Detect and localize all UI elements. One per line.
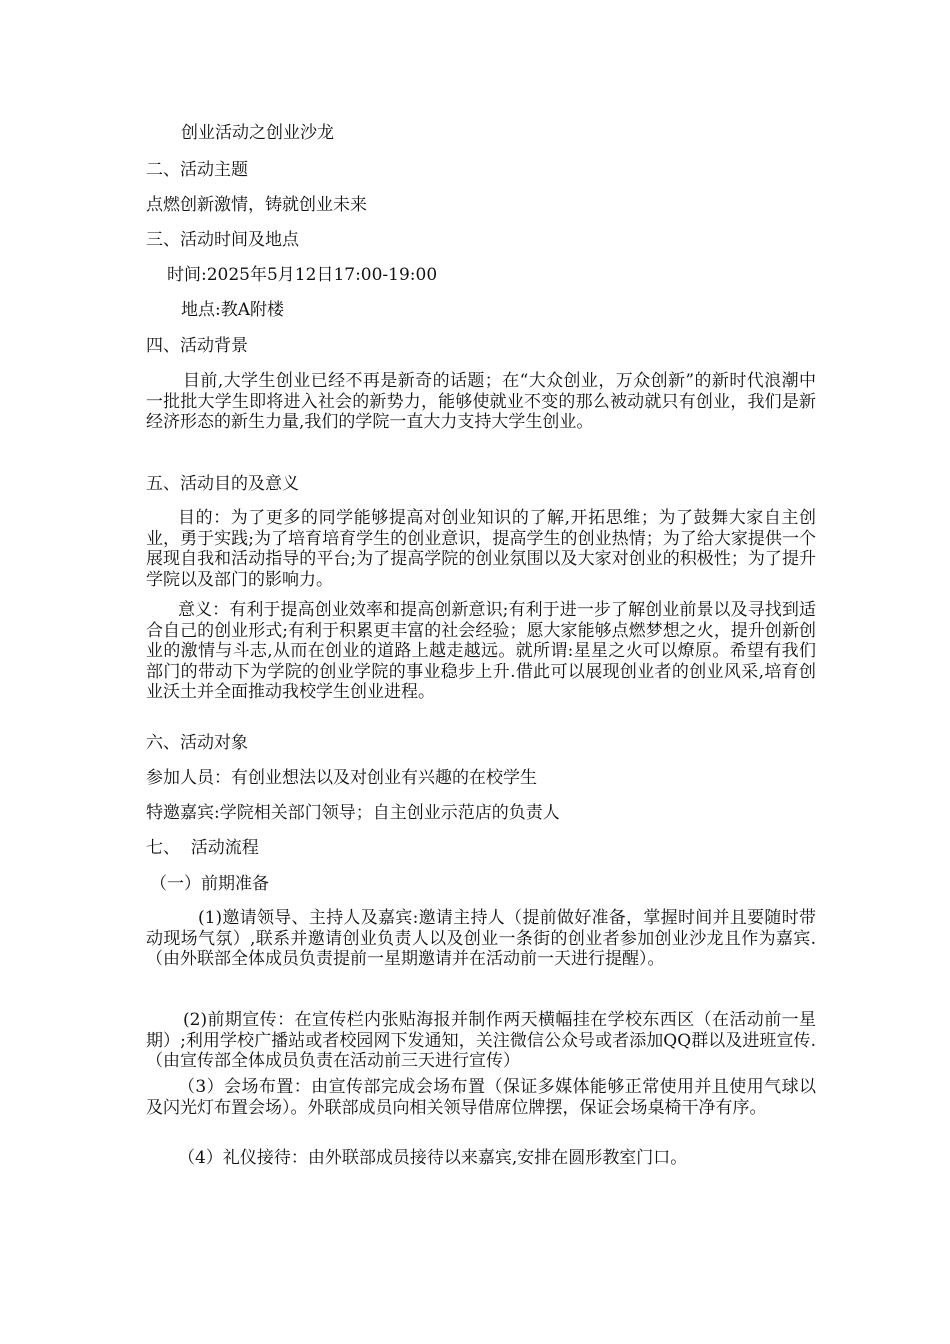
background-paragraph: 目前,大学生创业已经不再是新奇的话题；在“大众创业，万众创新”的新时代浪潮中一批批大学生即将进入社会的新势力，能够使就业不变的那么被动就只有创业，我们是新经济形态的新生力量,我们的学院一直大力支持大学生创业。 [146, 371, 816, 432]
list-item-reception: （4）礼仪接待：由外联部成员接待以来嘉宾,安排在圆形教室门口。 [178, 1148, 688, 1168]
section-heading-background: 四、活动背景 [146, 336, 248, 356]
theme-text: 点燃创新激情，铸就创业未来 [146, 195, 367, 215]
guests-text: 特邀嘉宾:学院相关部门领导；自主创业示范店的负责人 [146, 803, 560, 823]
purpose-paragraph: 目的：为了更多的同学能够提高对创业知识的了解,开拓思维；为了鼓舞大家自主创业，勇于实践;为了培育培育学生的创业意识，提高学生的创业热情；为了给大家提供一个展现自我和活动指导的平台;为了提高学院的创业氛围以及大家对创业的积极性；为了提升学院以及部门的影响力。 [146, 508, 816, 590]
document-subtitle: 创业活动之创业沙龙 [181, 123, 334, 143]
meaning-paragraph: 意义：有利于提高创业效率和提高创新意识;有利于进一步了解创业前景以及寻找到适合自己的创业形式;有利于积累更丰富的社会经验；愿大家能够点燃梦想之火，提升创新创业的激情与斗志,从而在创业的道路上越走越远。就所谓:星星之火可以燎原。希望有我们部门的带动下为学院的创业学院的事业稳步上升.借此可以展现创业者的创业风采,培育创业沃土并全面推动我校学生创业进程。 [146, 600, 816, 702]
sub-heading-preparation: （一）前期准备 [150, 874, 269, 894]
participants-text: 参加人员：有创业想法以及对创业有兴趣的在校学生 [146, 768, 537, 788]
place-text: 地点:教A附楼 [181, 300, 285, 320]
section-heading-time-place: 三、活动时间及地点 [146, 230, 299, 250]
section-heading-audience: 六、活动对象 [146, 733, 248, 753]
section-heading-theme: 二、活动主题 [146, 160, 248, 180]
section-heading-process: 七、 活动流程 [146, 838, 259, 858]
section-heading-purpose: 五、活动目的及意义 [146, 474, 299, 494]
list-item-invite: (1)邀请领导、主持人及嘉宾:邀请主持人（提前做好准备，掌握时间并且要随时带动现场气氛）,联系并邀请创业负责人以及创业一条街的创业者参加创业沙龙且作为嘉宾.（由外联部全体成员负责提前一星期邀请并在活动前一天进行提醒）。 [146, 908, 816, 969]
list-item-publicity: (2)前期宣传：在宣传栏内张贴海报并制作两天横幅挂在学校东西区（在活动前一星期）;利用学校广播站或者校园网下发通知，关注微信公众号或者添加QQ群以及进班宣传.（由宣传部全体成员负责在活动前三天进行宣传） [146, 1010, 816, 1071]
list-item-venue: （3）会场布置：由宣传部完成会场布置（保证多媒体能够正常使用并且使用气球以及闪光灯布置会场）。外联部成员向相关领导借席位牌摆，保证会场桌椅干净有序。 [146, 1077, 816, 1118]
time-text: 时间:2025年5月12日17:00-19:00 [167, 265, 438, 285]
